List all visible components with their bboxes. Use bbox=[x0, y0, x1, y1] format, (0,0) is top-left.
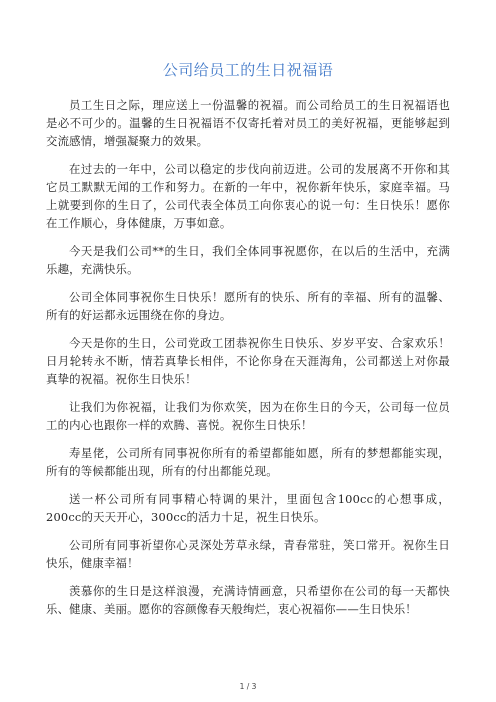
paragraph-6: 让我们为你祝福，让我们为你欢笑，因为在你生日的今天，公司每一位员工的内心也跟你一样的欢腾、喜悦。祝你生日快乐！ bbox=[46, 400, 450, 432]
document-title: 公司给员工的生日祝福语 bbox=[162, 61, 334, 79]
paragraph-3: 今天是我们公司**的生日，我们全体同事祝愿你，在以后的生活中，充满乐趣，充满快乐。 bbox=[46, 244, 450, 276]
paragraph-7: 寿星佬，公司所有同事祝你所有的希望都能如愿，所有的梦想都能实现，所有的等候都能出现，所有的付出都能兑现。 bbox=[46, 446, 450, 478]
paragraph-5: 今天是你的生日，公司党政工团恭祝你生日快乐、岁岁平安、合家欢乐！日月轮转永不断，情若真挚长相伴，不论你身在天涯海角，公司都送上对你最真挚的祝福。祝你生日快乐！ bbox=[46, 336, 450, 386]
paragraph-2: 在过去的一年中，公司以稳定的步伐向前迈进。公司的发展离不开你和其它员工默默无闻的工作和努力。在新的一年中，祝你新年快乐，家庭幸福。马上就要到你的生日了，公司代表全体员工向你衷心的说一句：生日快乐！愿你在工作顺心，身体健康，万事如意。 bbox=[46, 162, 450, 230]
page-indicator: 1 / 3 bbox=[239, 682, 257, 691]
paragraph-8: 送一杯公司所有同事精心特调的果汁，里面包含100cc的心想事成，200cc的天天开心，300cc的活力十足，祝生日快乐。 bbox=[46, 492, 450, 524]
paragraph-4: 公司全体同事祝你生日快乐！愿所有的快乐、所有的幸福、所有的温馨、所有的好运都永远围绕在你的身边。 bbox=[46, 290, 450, 322]
paragraph-9: 公司所有同事祈望你心灵深处芳草永绿，青春常驻，笑口常开。祝你生日快乐，健康幸福！ bbox=[46, 538, 450, 570]
paragraph-10: 羡慕你的生日是这样浪漫，充满诗情画意，只希望你在公司的每一天都快乐、健康、美丽。愿你的容颜像春天般绚烂，衷心祝福你——生日快乐！ bbox=[46, 584, 450, 616]
paragraph-1: 员工生日之际，理应送上一份温馨的祝福。而公司给员工的生日祝福语也是必不可少的。温馨的生日祝福语不仅寄托着对员工的美好祝福，更能够起到交流感情，增强凝聚力的效果。 bbox=[46, 98, 450, 148]
